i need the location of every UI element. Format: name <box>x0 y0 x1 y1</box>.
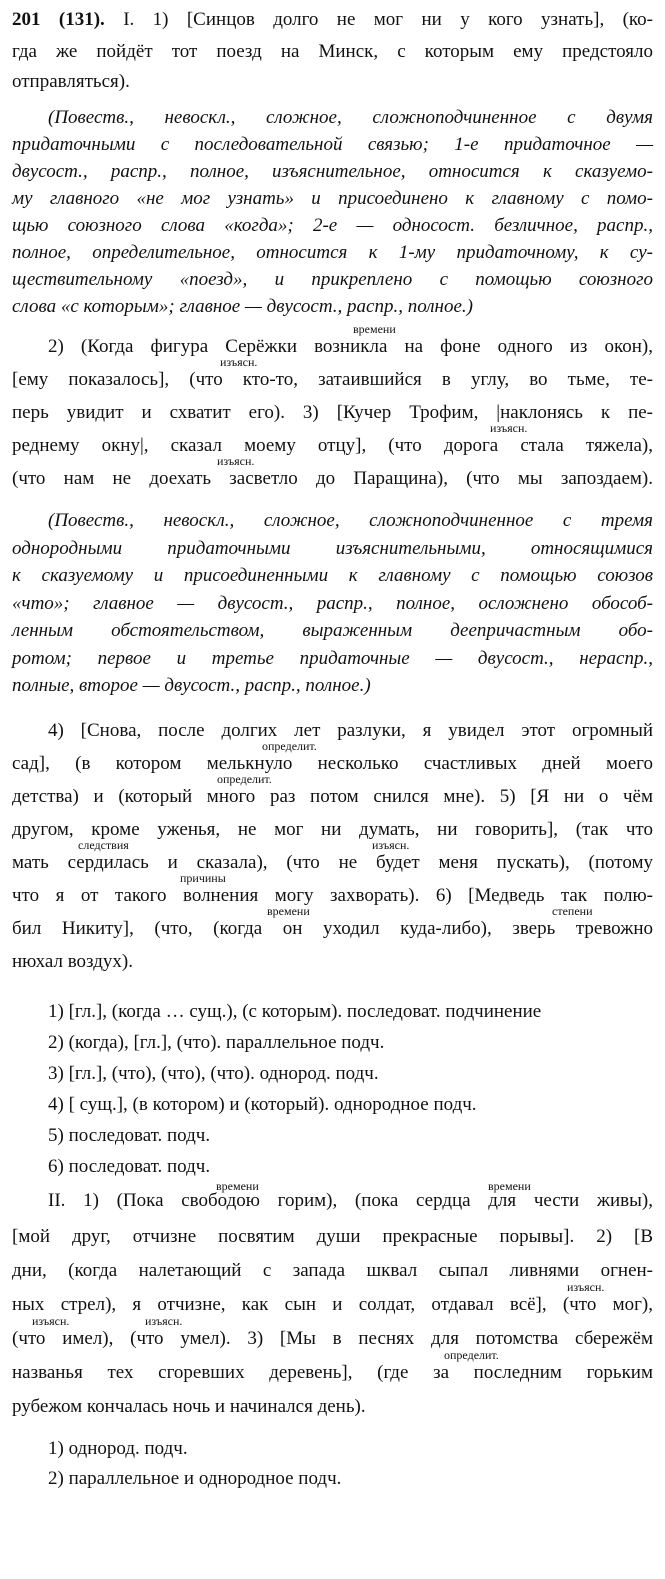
sentence-1 <box>12 4 653 96</box>
text-line: другом, кроме уженья, не мог ни думать, ни говорить], (так что <box>12 818 653 840</box>
analysis-line: однородными придаточными изъяснительными, относящимися <box>12 537 653 559</box>
text-line: гда же пойдёт тот поезд на Минск, с которым ему предстояло <box>12 41 653 62</box>
text-line: изъясн. реднему окну|, сказал моему отцу], (что дорога стала тяжела), <box>12 421 653 456</box>
clause-note: изъясн. <box>145 1313 183 1328</box>
section-2 <box>12 1178 653 1424</box>
clause-note: определит. <box>444 1347 499 1362</box>
clause-note: определит. <box>217 771 272 786</box>
scheme-line: 1) [гл.], (когда … сущ.), (с которым). последоват. подчинение <box>48 1000 542 1022</box>
sentences-2-3 <box>12 322 653 495</box>
scheme-line: 1) однород. подч. <box>48 1437 188 1459</box>
clause-note: определит. <box>262 738 317 753</box>
text-line: изъясн. (что нам не доехать засветло до Паращина), (что мы запоздаем). <box>12 454 653 489</box>
text-line: изъясн. [ему показалось], (что кто-то, затаившийся в углу, во тьме, те- <box>12 355 653 390</box>
analysis-line: двусост., распр., полное, изъяснительное, относится к сказуемо- <box>12 161 653 182</box>
analysis-line: ществительному «поезд», и прикреплено с помощью союзного <box>12 269 653 290</box>
analysis-line: полное, определительное, относится к 1-му придаточному, к су- <box>12 242 653 263</box>
text-line: рубежом кончалась ночь и начинался день). <box>12 1395 366 1417</box>
text-line: 201 (131). I. 1) [Синцов долго не мог ни у кого узнать], (ко- <box>12 9 654 30</box>
text-line: следствия изъясн. мать сердилась и сказала), (что не будет меня пускать), (потому <box>12 837 653 873</box>
clause-note: времени <box>353 322 396 336</box>
clause-note: времени <box>267 903 310 918</box>
analysis-line: ротом; первое и третье придаточные — двусост., нераспр., <box>12 647 653 669</box>
sentences-4-6 <box>12 714 653 978</box>
text-line: изъясн. изъясн. (что имел), (что умел). 3) [Мы в песнях для потомства сбережём <box>12 1313 653 1349</box>
clause-note: изъясн. <box>567 1279 605 1294</box>
exercise-number: 201 (131). <box>12 9 105 30</box>
scheme-line: 2) (когда), [гл.], (что). параллельное подч. <box>48 1031 385 1053</box>
analysis-line: (Повеств., невоскл., сложное, сложноподчиненное с тремя <box>48 510 653 531</box>
clause-note: времени <box>216 1178 259 1193</box>
scheme-line: 6) последоват. подч. <box>48 1155 211 1177</box>
analysis-line: слова «с которым»; главное — двусост., распр., полное.) <box>12 296 473 317</box>
analysis-block-1 <box>12 104 653 320</box>
clause-note: причины <box>180 870 226 885</box>
schemes-block-1 <box>12 996 653 1182</box>
scheme-line: 5) последоват. подч. <box>48 1124 211 1146</box>
clause-note: времени <box>488 1178 531 1193</box>
clause-note: изъясн. <box>220 355 258 369</box>
text-line: определит. детства) и (который много раз потом снился мне). 5) [Я ни о чём <box>12 771 653 807</box>
text-line: дни, (когда налетающий с запада шквал сыпал ливнями огнен- <box>12 1259 653 1281</box>
text-line: времени степени бил Никиту], (что, (когда он уходил куда-либо), зверь тревожно <box>12 903 653 939</box>
text-line: перь увидит и схватит его). 3) [Кучер Трофим, |наклонясь к пе- <box>12 402 653 423</box>
text-line: определит. сад], (в котором мелькнуло несколько счастливых дней моего <box>12 738 653 774</box>
schemes-block-2 <box>12 1434 653 1494</box>
analysis-line: му главного «не мог узнать» и присоединено к главному с помо- <box>12 188 653 209</box>
text-line: времени 2) (Когда фигура Серёжки возникла на фоне одного из окон), <box>48 322 653 357</box>
clause-note: изъясн. <box>32 1313 70 1328</box>
document-page <box>12 4 653 1494</box>
analysis-line: ленным обстоятельством, выраженным деепричастным обо- <box>12 620 653 641</box>
text-line: причины что я от такого волнения могу захворать). 6) [Медведь так полю- <box>12 870 653 906</box>
analysis-line: «что»; главное — двусост., распр., полное, осложнено обособ- <box>12 592 653 614</box>
scheme-line: 4) [ сущ.], (в котором) и (который). однородное подч. <box>48 1093 477 1115</box>
analysis-line: полные, второе — двусост., распр., полное.) <box>12 675 371 696</box>
clause-note: следствия <box>78 837 129 852</box>
analysis-line: к сказуемому и присоединенными к главному с помощью союзов <box>12 565 653 586</box>
clause-note: изъясн. <box>217 454 255 468</box>
text-line: 4) [Снова, после долгих лет разлуки, я увидел этот огромный <box>48 719 653 741</box>
text-line: изъясн. ных стрел), я отчизне, как сын и солдат, отдавал всё], (что мог), <box>12 1279 653 1315</box>
analysis-line: щью союзного слова «когда»; 2-е — односост. безличное, распр., <box>12 215 653 236</box>
analysis-line: придаточными с последовательной связью; 1-е придаточное — <box>12 134 653 155</box>
text-line: отправляться). <box>12 71 130 92</box>
clause-note: изъясн. <box>490 421 528 435</box>
text-line: [мой друг, отчизне посвятим души прекрасные порывы]. 2) [В <box>12 1225 653 1247</box>
scheme-line: 3) [гл.], (что), (что), (что). однород. подч. <box>48 1062 379 1084</box>
analysis-line: (Повеств., невоскл., сложное, сложноподчиненное с двумя <box>48 107 653 128</box>
clause-note: изъясн. <box>372 837 410 852</box>
text-line: нюхал воздух). <box>12 950 133 972</box>
scheme-line: 2) параллельное и однородное подч. <box>48 1467 342 1489</box>
text-line: времени времени II. 1) (Пока свободою горим), (пока сердца для чести живы), <box>48 1178 653 1211</box>
clause-note: степени <box>552 903 593 918</box>
text-line: определит. названья тех сгоревших деревень], (где за последним горьким <box>12 1347 653 1383</box>
analysis-block-2 <box>12 507 653 700</box>
